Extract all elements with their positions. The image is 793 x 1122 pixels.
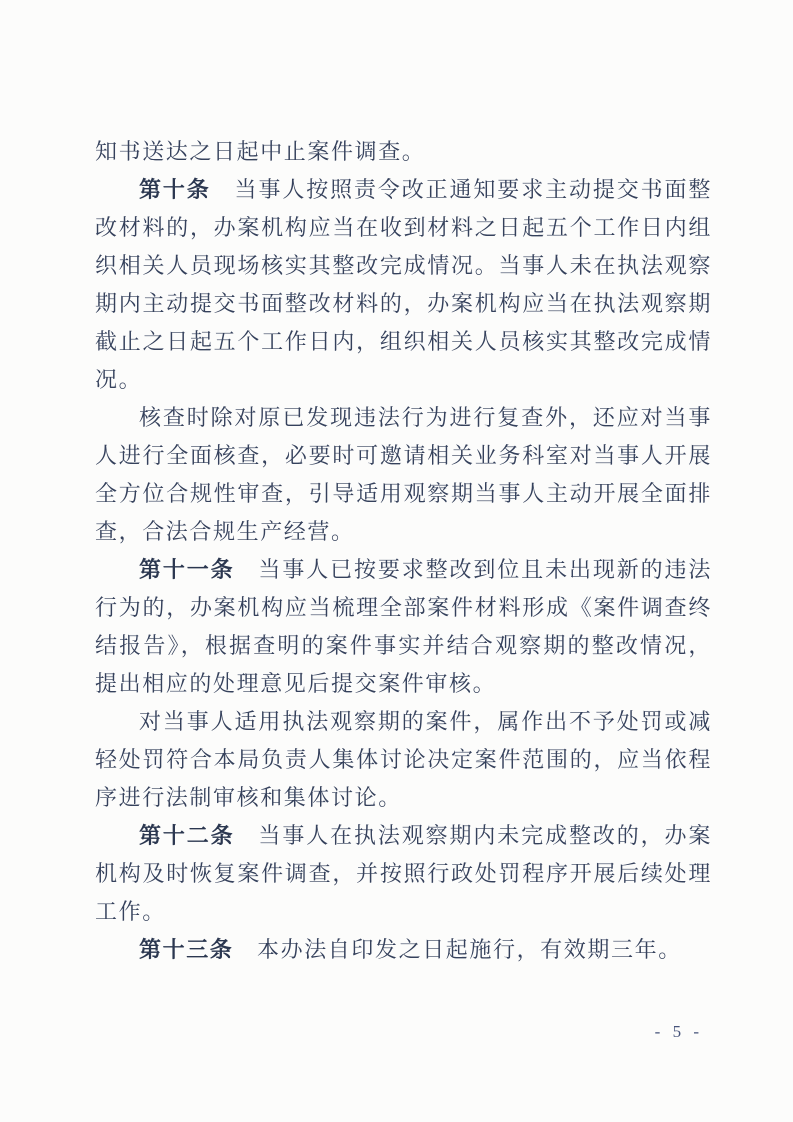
paragraph bbox=[95, 551, 712, 703]
page-number: - 5 - bbox=[654, 1022, 703, 1041]
paragraph bbox=[95, 171, 712, 399]
paragraph-text: 本办法自印发之日起施行，有效期三年。 bbox=[233, 937, 682, 962]
paragraph bbox=[95, 133, 712, 171]
article-heading: 第十三条 bbox=[139, 937, 234, 962]
paragraph bbox=[95, 931, 712, 969]
paragraph-text: 核查时除对原已发现违法行为进行复查外，还应对当事人进行全面核查，必要时可邀请相关业务科室对当事人开展全方位合规性审查，引导适用观察期当事人主动开展全面排查，合法合规生产经营。 bbox=[95, 405, 712, 544]
article-heading: 第十一条 bbox=[139, 557, 235, 582]
paragraph-text: 当事人已按要求整改到位且未出现新的违法行为的，办案机构应当梳理全部案件材料形成《案件调查终结报告》，根据查明的案件事实并结合观察期的整改情况，提出相应的处理意见后提交案件审核。 bbox=[95, 557, 712, 696]
paragraph-text: 当事人按照责令改正通知要求主动提交书面整改材料的，办案机构应当在收到材料之日起五个工作日内组织相关人员现场核实其整改完成情况。当事人未在执法观察期内主动提交书面整改材料的，办案机构应当在执法观察期截止之日起五个工作日内，组织相关人员核实其整改完成情况。 bbox=[95, 177, 712, 392]
document-body bbox=[95, 133, 712, 969]
article-heading: 第十条 bbox=[139, 177, 211, 202]
paragraph-text: 对当事人适用执法观察期的案件，属作出不予处罚或减轻处罚符合本局负责人集体讨论决定案件范围的，应当依程序进行法制审核和集体讨论。 bbox=[95, 709, 712, 810]
article-heading: 第十二条 bbox=[139, 823, 235, 848]
paragraph bbox=[95, 817, 712, 931]
paragraph bbox=[95, 399, 712, 551]
paragraph-text: 当事人在执法观察期内未完成整改的，办案机构及时恢复案件调查，并按照行政处罚程序开展后续处理工作。 bbox=[95, 823, 712, 924]
paragraph bbox=[95, 703, 712, 817]
paragraph-text: 知书送达之日起中止案件调查。 bbox=[95, 139, 426, 164]
